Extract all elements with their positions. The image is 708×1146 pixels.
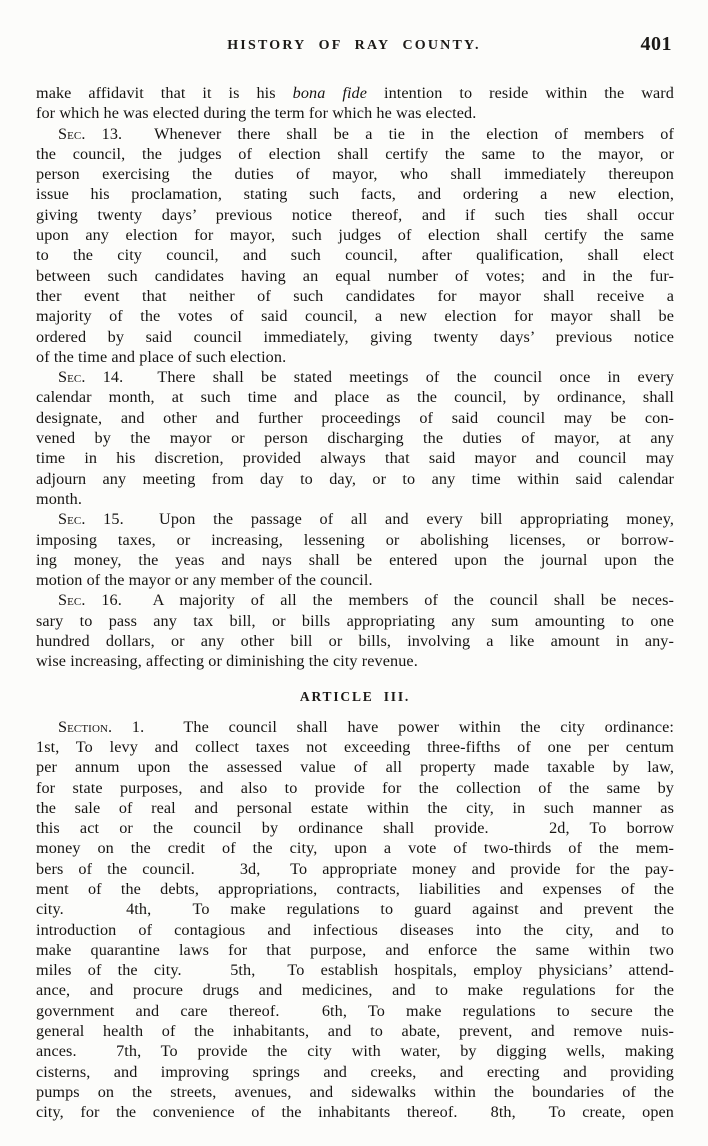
text-line: vened by the mayor or person discharging the duties of mayor, at any [36,429,674,448]
text-line: to the city council, and such council, after qualification, shall elect [36,246,674,265]
text-line: city. 4th, To make regulations to guard against and prevent the [36,900,674,919]
paragraph [36,124,674,368]
running-header-title: HISTORY OF RAY COUNTY. [227,38,481,53]
text-line: city, for the convenience of the inhabitants thereof. 8th, To create, open [36,1103,674,1122]
text-line: between such candidates having an equal number of votes; and in the fur- [36,266,674,285]
text-line: time in his discretion, provided always that said mayor and council may [36,449,674,468]
text-line: money on the credit of the city, upon a vote of two-thirds of the mem- [36,839,674,858]
small-caps-label: Sec. [58,591,86,610]
paragraph [36,83,674,124]
text-line: calendar month, at such time and place as the council, by ordinance, shall [36,388,674,407]
small-caps-label: Section. [58,717,113,736]
text-line: for which he was elected during the term for which he was elected. [36,104,477,123]
text-line: Sec. 16. A majority of all the members of the council shall be neces- [58,591,674,610]
text-line: for state purposes, and also to provide for the collection of the same by [36,778,674,797]
paragraph [36,590,674,671]
text-line: miles of the city. 5th, To establish hospitals, employ physicians’ attend- [36,961,674,980]
text-line: ment of the debts, appropriations, contracts, liabilities and expenses of the [36,879,674,898]
text-line: general health of the inhabitants, and to abate, prevent, and remove nuis- [36,1022,674,1041]
text-line: Sec. 13. Whenever there shall be a tie in the election of members of [58,124,674,143]
small-caps-label: Sec. [58,368,86,387]
text-line: make affidavit that it is his bona fide intention to reside within the ward [36,84,674,102]
text-line: sary to pass any tax bill, or bills appropriating any sum amounting to one [36,611,674,630]
text-line: month. [36,489,83,508]
text-line: this act or the council by ordinance shall provide. 2d, To borrow [36,819,674,838]
text-line: cisterns, and improving springs and creeks, and erecting and providing [36,1062,674,1081]
italic-phrase: bona fide [292,84,368,102]
text-line: upon any election for mayor, such judges of election shall certify the same [36,226,674,245]
text-line: per annum upon the assessed value of all property made taxable by law, [36,758,674,777]
text-line: hundred dollars, or any other bill or bills, involving a like amount in any- [36,632,674,651]
text-line: ing money, the yeas and nays shall be entered upon the journal upon the [36,550,674,569]
text-line: introduction of contagious and infectious diseases into the city, and to [36,920,674,939]
text-line: person exercising the duties of mayor, who shall immediately thereupon [36,165,674,184]
page-body-text [36,83,674,1123]
text-line: giving twenty days’ previous notice thereof, and if such ties shall occur [36,205,674,224]
text-line: the sale of real and personal estate within the city, in such manner as [36,798,674,817]
text-line: Section. 1. The council shall have power within the city ordinance: [58,717,674,736]
text-line: make quarantine laws for that purpose, and enforce the same within two [36,940,674,959]
paragraph [36,367,674,509]
text-line: pumps on the streets, avenues, and sidewalks within the boundaries of the [36,1082,674,1101]
text-line: ther event that neither of such candidates for mayor shall receive a [36,286,674,305]
text-line: ordered by said council immediately, giving twenty days’ previous notice [36,327,674,346]
text-line: bers of the council. 3d, To appropriate money and provide for the pay- [36,859,674,878]
text-line: motion of the mayor or any member of the council. [36,571,373,590]
article-heading: ARTICLE III. [299,688,411,704]
text-line: of the time and place of such election. [36,347,287,366]
text-line: the council, the judges of election shall certify the same to the mayor, or [36,144,674,163]
text-line: Sec. 15. Upon the passage of all and every bill appropriating money, [58,510,674,529]
text-line: Sec. 14. There shall be stated meetings of the council once in every [58,368,674,387]
text-line: ances. 7th, To provide the city with water, by digging wells, making [36,1042,674,1061]
text-line: adjourn any meeting from day to day, or to any time within said calendar [36,469,674,488]
text-line: government and care thereof. 6th, To make regulations to secure the [36,1001,674,1020]
page-number: 401 [640,33,672,55]
small-caps-label: Sec. [58,124,86,143]
small-caps-label: Sec. [58,510,86,529]
text-line: 1st, To levy and collect taxes not exceeding three-fifths of one per centum [36,737,674,756]
text-line: wise increasing, affecting or diminishing the city revenue. [36,652,418,671]
text-line: imposing taxes, or increasing, lessening or abolishing licenses, or borrow- [36,530,674,549]
paragraph [36,717,674,1123]
paragraph [36,509,674,590]
text-line: majority of the votes of said council, a new election for mayor shall be [36,307,674,326]
text-line: ance, and procure drugs and medicines, and to make regulations for the [36,981,674,1000]
text-line: issue his proclamation, stating such facts, and ordering a new election, [36,185,674,204]
text-line: designate, and other and further proceedings of said council may be con- [36,408,674,427]
